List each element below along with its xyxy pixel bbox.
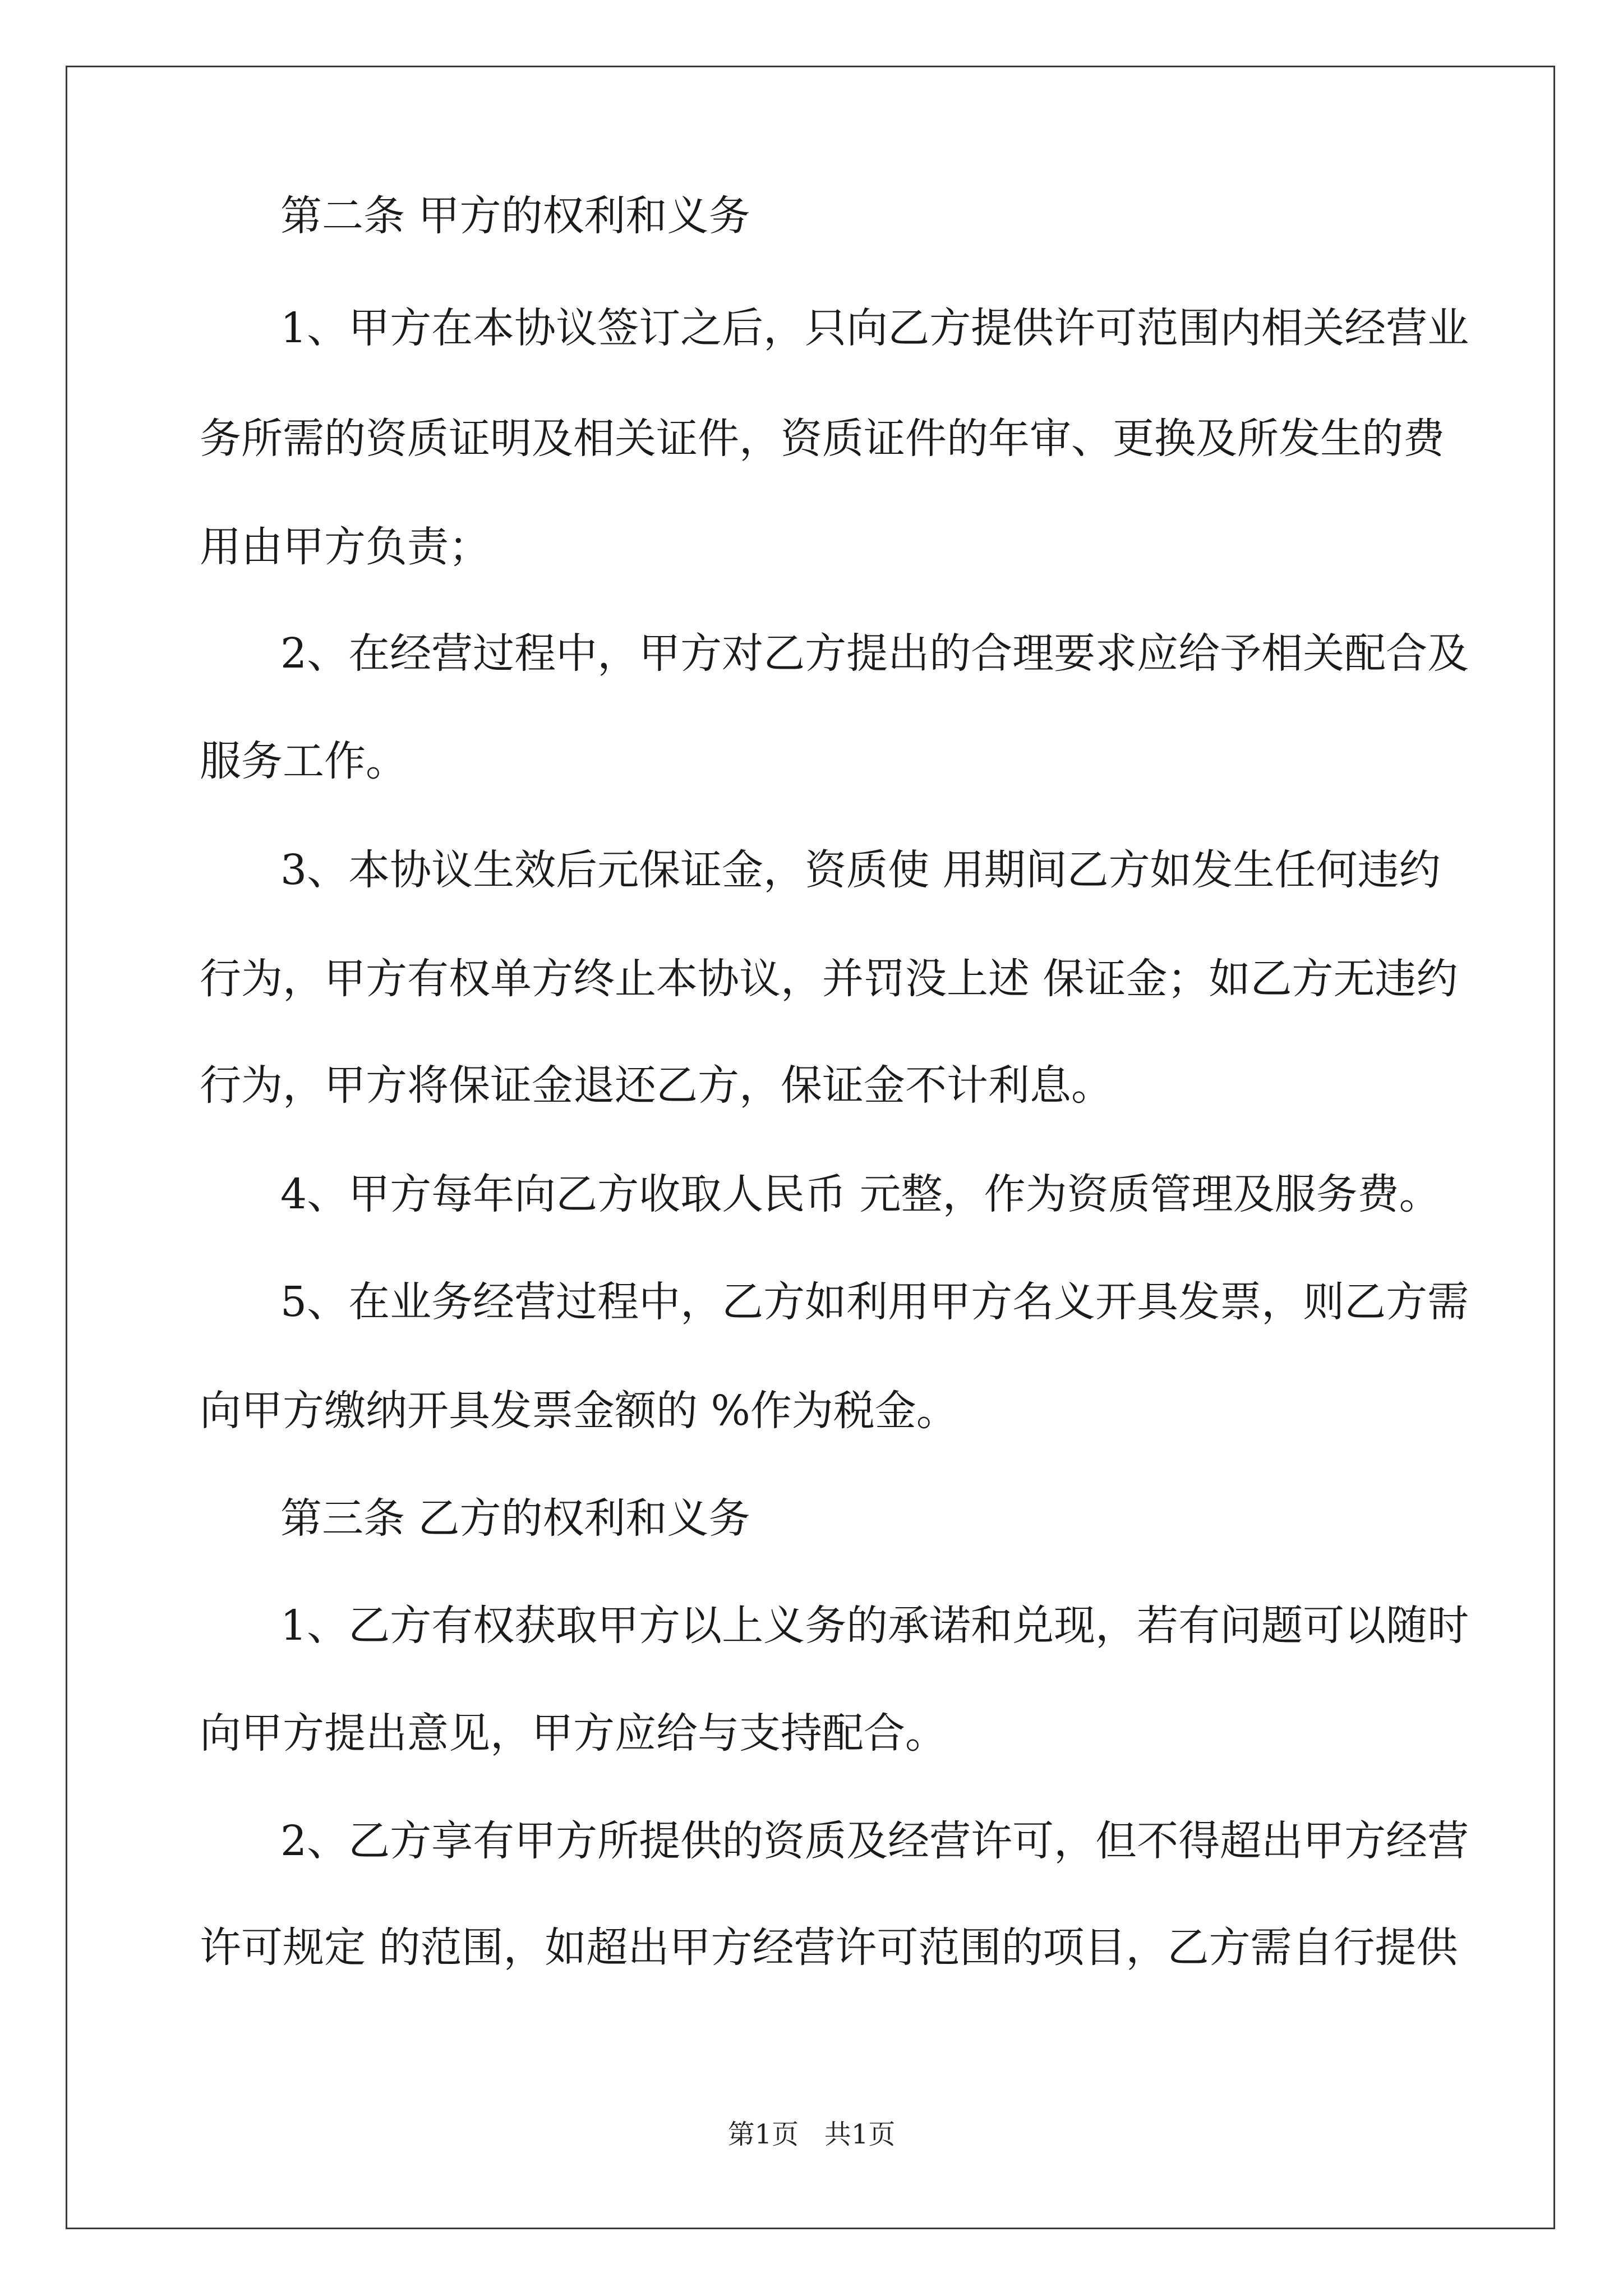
- document-line: 3、本协议生效后元保证金，资质使 用期间乙方如发生任何违约: [280, 846, 1441, 894]
- page-number: 第1页: [727, 2119, 799, 2150]
- document-line: 向甲方提出意见，甲方应给与支持配合。: [200, 1709, 947, 1757]
- document-line: 1、乙方有权获取甲方以上义务的承诺和兑现，若有问题可以随时: [280, 1602, 1469, 1650]
- document-line: 2、乙方享有甲方所提供的资质及经营许可，但不得超出甲方经营: [280, 1817, 1469, 1865]
- document-line: 第三条 乙方的权利和义务: [280, 1494, 750, 1543]
- document-line: 第二条 甲方的权利和义务: [280, 192, 750, 240]
- document-line: 2、在经营过程中，甲方对乙方提出的合理要求应给予相关配合及: [280, 629, 1469, 678]
- page-total: 共1页: [824, 2119, 896, 2150]
- document-line: 行为，甲方将保证金退还乙方，保证金不计利息。: [200, 1061, 1113, 1110]
- document-line: 4、甲方每年向乙方收取人民币 元整，作为资质管理及服务费。: [280, 1170, 1441, 1218]
- document-line: 用由甲方负责；: [200, 523, 490, 571]
- document-line: 务所需的资质证明及相关证件，资质证件的年审、更换及所发生的费: [200, 415, 1445, 463]
- document-line: 许可规定 的范围，如超出甲方经营许可范围的项目，乙方需自行提供: [200, 1924, 1458, 1972]
- document-line: 行为，甲方有权单方终止本协议，并罚没上述 保证金；如乙方无违约: [200, 955, 1458, 1003]
- document-line: 5、在业务经营过程中，乙方如利用甲方名义开具发票，则乙方需: [280, 1278, 1469, 1326]
- page-border: [66, 66, 1555, 2229]
- footer-gap: [799, 2119, 824, 2150]
- page-footer: [0, 2118, 1623, 2151]
- document-line: 向甲方缴纳开具发票金额的 %作为税金。: [200, 1387, 958, 1435]
- document-line: 服务工作。: [200, 737, 407, 785]
- document-line: 1、甲方在本协议签订之后，只向乙方提供许可范围内相关经营业: [280, 304, 1469, 352]
